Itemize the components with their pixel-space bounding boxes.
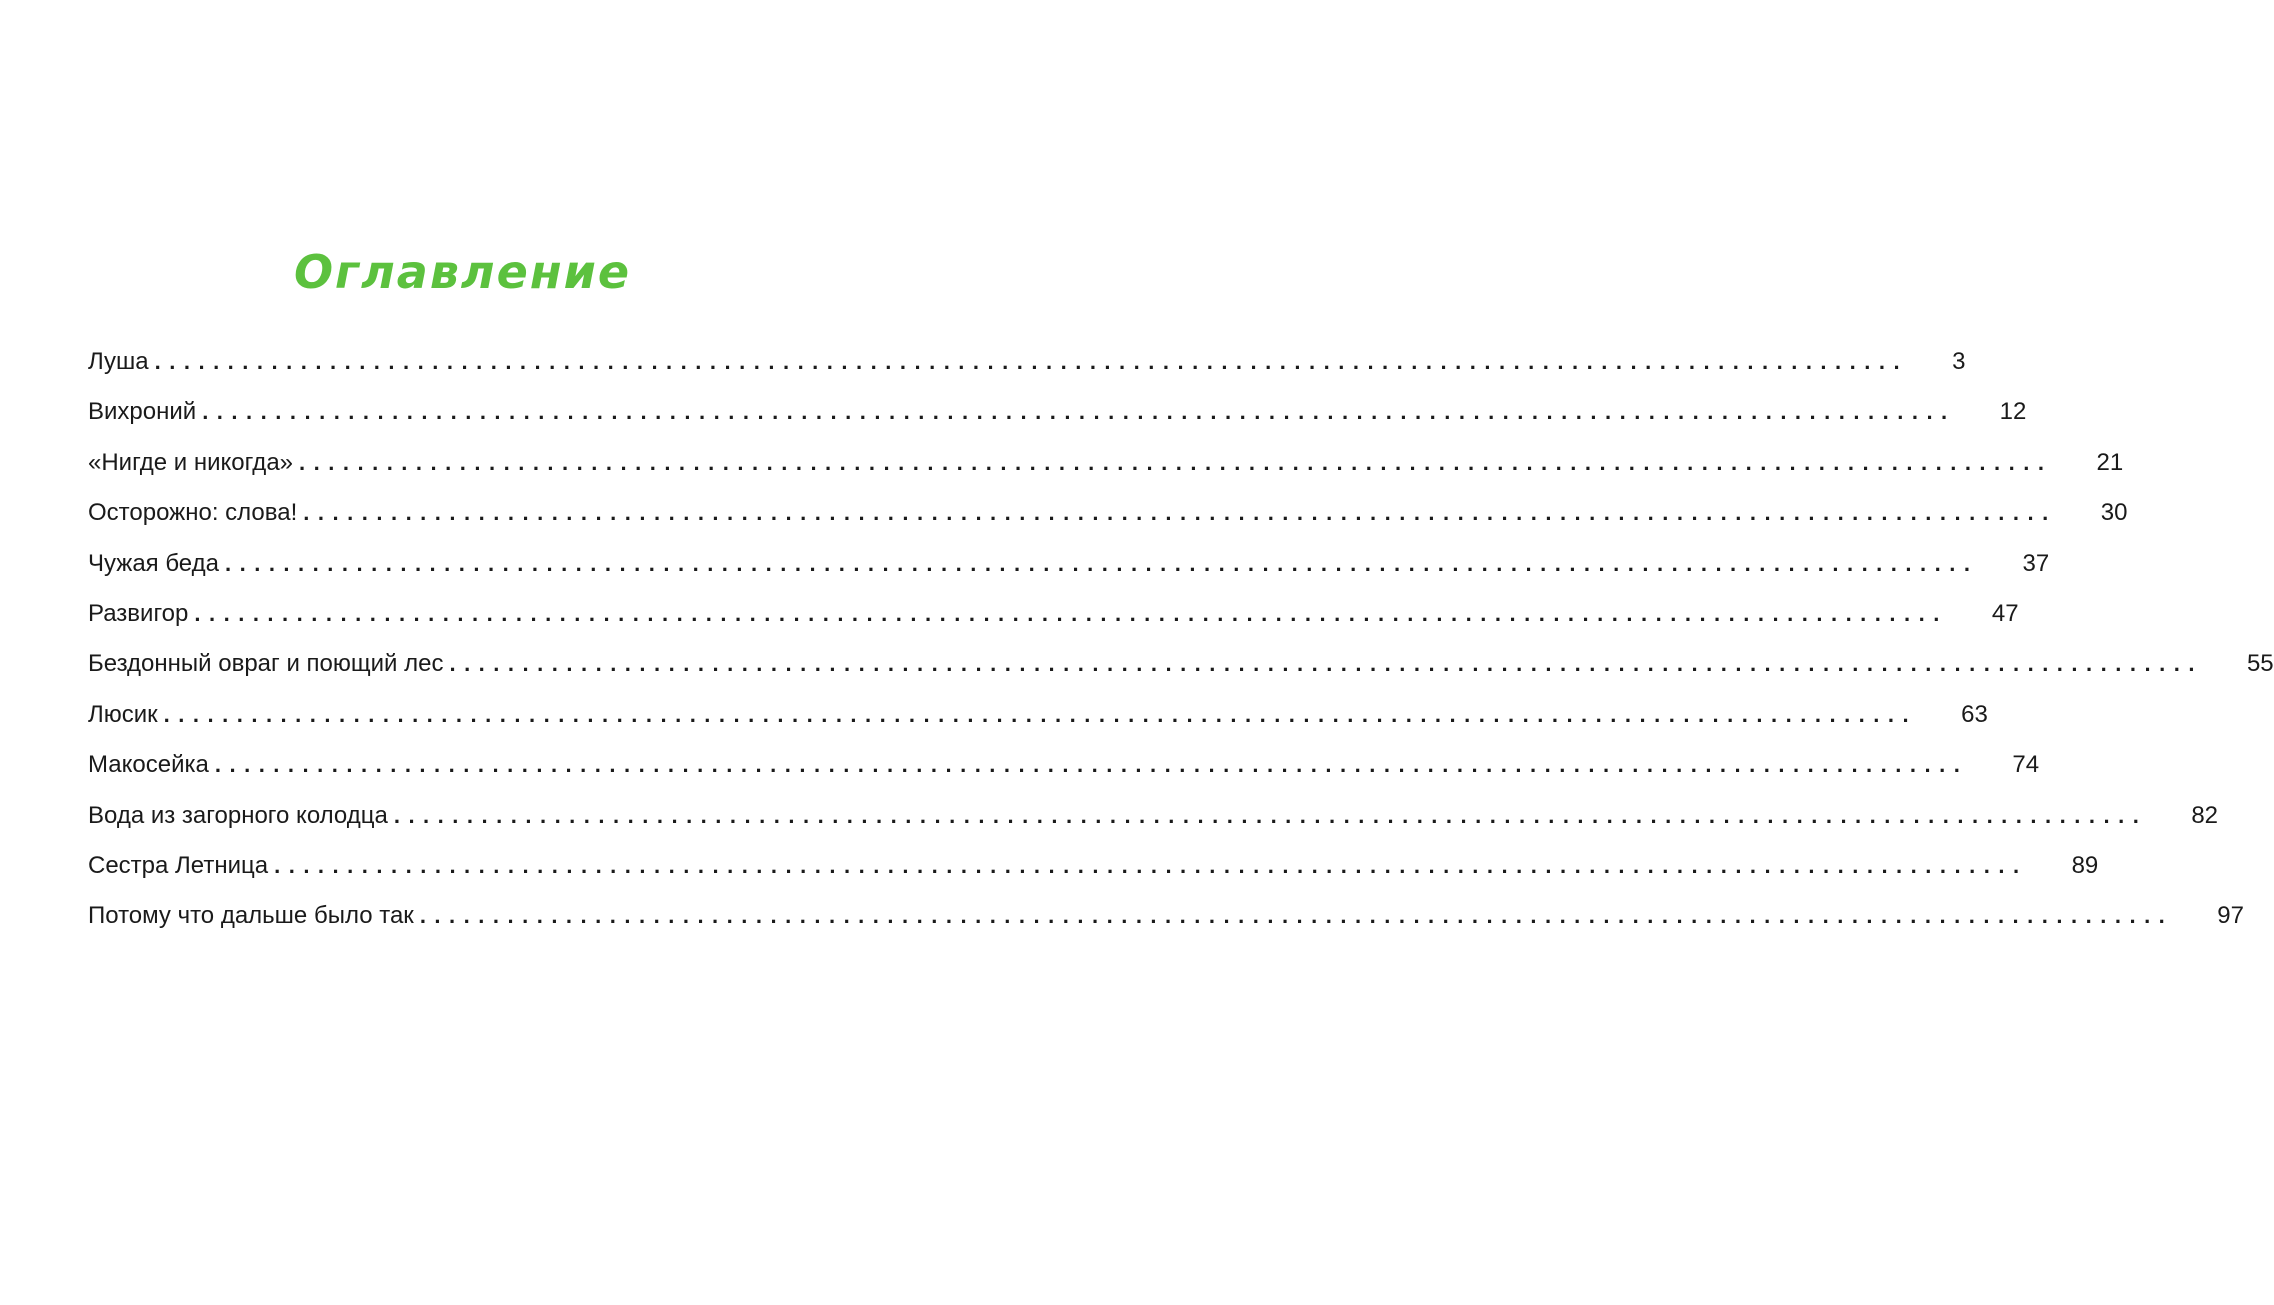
toc-entry[interactable] <box>88 751 2040 801</box>
toc-entry[interactable] <box>88 700 1988 751</box>
toc-page-number: 37 <box>2022 549 2050 577</box>
dot-leader: ........................................................................................................................ <box>299 449 2053 475</box>
toc-page-number: 47 <box>1991 599 2019 627</box>
toc-entry-title: Потому что дальше было так <box>88 902 414 930</box>
toc-entry-title: Бездонный овраг и поющий лес <box>88 650 444 678</box>
dot-leader: ........................................................................................................................ <box>303 500 2057 526</box>
toc-entry-title: Развигор <box>88 599 189 627</box>
dot-leader: ........................................................................................................................ <box>194 600 1948 626</box>
toc-page-number: 21 <box>2096 448 2124 476</box>
dot-leader: ........................................................................................................................ <box>449 651 2203 677</box>
dot-leader: ........................................................................................................................ <box>419 903 2174 929</box>
toc-entry-title: Люсик <box>88 700 158 728</box>
toc-entry-title: Макосейка <box>88 751 209 779</box>
dot-leader: ........................................................................................................................ <box>163 701 1918 727</box>
toc-page-number: 3 <box>1952 348 1966 375</box>
toc-entry[interactable] <box>88 650 2274 700</box>
toc-page-number: 74 <box>2012 751 2040 779</box>
toc-entry-title: Сестра Летница <box>88 851 269 879</box>
toc-entry-title: Чужая беда <box>88 549 219 577</box>
page-title: Оглавление <box>293 245 632 299</box>
dot-leader: ........................................................................................................................ <box>202 399 1956 425</box>
toc-page-number: 97 <box>2217 902 2244 930</box>
toc-entry[interactable] <box>88 902 2244 952</box>
toc-entry[interactable] <box>88 549 2050 600</box>
toc-entry-title: Осторожно: слова! <box>88 499 298 527</box>
toc-page-number: 82 <box>2191 801 2219 829</box>
toc-entry[interactable] <box>88 801 2219 852</box>
toc-page-number: 55 <box>2246 650 2274 678</box>
dot-leader: ........................................................................................................................ <box>274 852 2028 878</box>
dot-leader: ........................................................................................................................ <box>393 802 2148 828</box>
dot-leader: ........................................................................................................................ <box>154 349 1909 374</box>
toc-entry-title: Вода из загорного колодца <box>88 801 388 829</box>
toc-entry[interactable] <box>88 448 2124 499</box>
toc-entry[interactable] <box>88 398 2027 448</box>
toc-page-number: 89 <box>2071 851 2099 879</box>
toc-entry[interactable] <box>88 348 1966 398</box>
toc-page-number: 30 <box>2100 499 2128 527</box>
dot-leader: ........................................................................................................................ <box>224 550 1979 576</box>
dot-leader: ........................................................................................................................ <box>214 752 1969 778</box>
toc-entry[interactable] <box>88 499 2128 549</box>
table-of-contents <box>88 348 2274 953</box>
toc-page-number: 12 <box>1999 398 2027 426</box>
toc-entry-title: Луша <box>88 348 149 375</box>
toc-page-number: 63 <box>1961 700 1988 728</box>
toc-entry[interactable] <box>88 599 2019 650</box>
toc-entry-title: «Нигде и никогда» <box>88 448 294 476</box>
toc-entry-title: Вихроний <box>88 398 197 426</box>
toc-entry[interactable] <box>88 851 2099 902</box>
